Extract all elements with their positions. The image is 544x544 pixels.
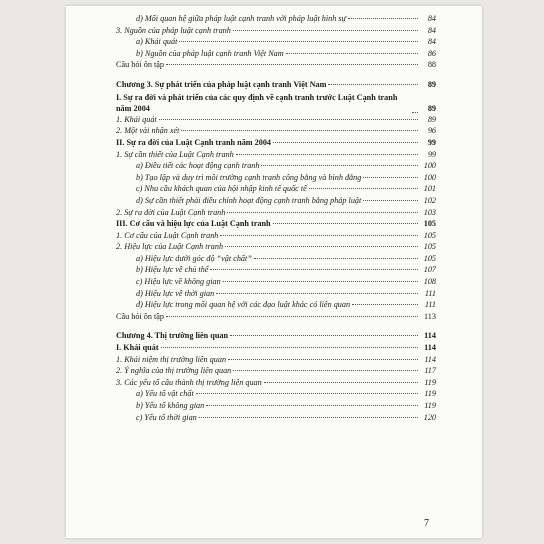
toc-entry-page: 88 <box>427 60 436 70</box>
toc-entry <box>116 80 436 92</box>
toc-entry-title: b) Nguồn của pháp luật cạnh tranh Việt Nam <box>136 48 284 58</box>
toc-entry-title: a) Yếu tố vật chất <box>136 389 194 399</box>
dot-leader <box>161 347 418 348</box>
dot-leader <box>206 405 418 406</box>
toc-entry-page: 84 <box>427 25 436 35</box>
toc-entry <box>116 331 436 343</box>
toc-entry <box>116 401 436 413</box>
dot-leader <box>363 200 418 201</box>
toc-entry <box>116 196 436 208</box>
toc-entry-title: 1. Khái quát <box>116 114 157 124</box>
toc-entry <box>116 14 436 26</box>
dot-leader <box>352 304 418 305</box>
toc-entry <box>116 26 436 38</box>
dot-leader <box>179 41 418 42</box>
toc-entry-title: c) Nhu cầu khách quan của hội nhập kinh tế quốc tế <box>136 184 307 194</box>
toc-entry-title: 2. Hiệu lực của Luật Cạnh tranh <box>116 242 224 252</box>
dot-leader <box>228 359 418 360</box>
dot-leader <box>348 18 418 19</box>
dot-leader <box>199 417 418 418</box>
toc-entry-title: 1. Sự cần thiết của Luật Cạnh tranh <box>116 149 234 159</box>
toc-entry-page: 119 <box>424 401 436 410</box>
toc-entry-title: b) Tạo lập và duy trì môi trường cạnh tranh công bằng và bình đẳng <box>136 172 362 182</box>
page-number: 7 <box>424 518 429 529</box>
toc-entry <box>116 312 436 324</box>
toc-entry-title: d) Mối quan hệ giữa pháp luật cạnh tranh với pháp luật hình sự <box>136 14 347 23</box>
dot-leader <box>286 53 418 54</box>
toc-entry-page: 84 <box>427 37 436 47</box>
toc-entry-title: 2. Sự ra đời của Luật Cạnh tranh <box>116 207 226 217</box>
dot-leader <box>210 269 418 270</box>
toc-entry-title: Chương 4. Thị trường liên quan <box>116 331 229 341</box>
toc-entry <box>116 289 436 301</box>
toc-entry-page: 99 <box>427 137 436 147</box>
toc-entry-title: 1. Cơ cấu của Luật Cạnh tranh <box>116 230 219 240</box>
dot-leader <box>166 64 418 65</box>
dot-leader <box>233 370 418 371</box>
toc-entry-page: 107 <box>423 265 436 275</box>
toc-entry-page: 101 <box>423 184 436 194</box>
toc-entry-title: Câu hỏi ôn tập <box>116 60 164 70</box>
dot-leader <box>216 293 418 294</box>
toc-entry-title: 3. Nguồn của pháp luật cạnh tranh <box>116 25 231 35</box>
toc-entry-title: c) Yếu tố thời gian <box>136 412 197 422</box>
dot-leader <box>412 112 418 113</box>
toc-entry-page: 105 <box>423 219 436 229</box>
toc-entry-page: 120 <box>423 412 436 422</box>
dot-leader <box>363 177 418 178</box>
dot-leader <box>196 393 418 394</box>
dot-leader <box>273 223 418 224</box>
toc-entry-page: 100 <box>423 161 436 171</box>
toc-entry-page: 105 <box>423 253 436 263</box>
toc-entry-title: 1. Khái niệm thị trường liên quan <box>116 354 227 364</box>
toc-entry-title: 2. Một vài nhận xét <box>116 126 180 136</box>
toc-entry <box>116 300 436 312</box>
toc-entry-title: c) Hiệu lực về không gian <box>136 277 221 287</box>
toc-entry-title: a) Hiệu lực dưới góc độ “vật chất” <box>136 253 252 263</box>
toc-entry-title: III. Cơ cấu và hiệu lực của Luật Cạnh tranh <box>116 219 271 229</box>
toc-entry <box>116 219 436 231</box>
toc-entry-page: 105 <box>423 242 436 252</box>
dot-leader <box>159 119 418 120</box>
toc-entry <box>116 184 436 196</box>
dot-leader <box>328 84 418 85</box>
toc-entry-page: 89 <box>427 114 436 124</box>
toc-entry-page: 84 <box>427 14 436 23</box>
toc-entry <box>116 277 436 289</box>
toc-entry-title: a) Điều tiết các hoạt động cạnh tranh <box>136 161 260 171</box>
dot-leader <box>309 188 418 189</box>
toc-entry-page: 114 <box>424 343 436 353</box>
toc-entry-page: 111 <box>424 288 436 298</box>
toc-entry <box>116 366 436 378</box>
dot-leader <box>233 30 418 31</box>
toc-entry <box>116 389 436 401</box>
toc-entry <box>116 231 436 243</box>
toc-entry <box>116 49 436 61</box>
toc-entry <box>116 265 436 277</box>
toc-entry-title: b) Yếu tố không gian <box>136 401 205 410</box>
toc-entry <box>116 126 436 138</box>
toc-entry-page: 108 <box>423 277 436 287</box>
dot-leader <box>273 142 418 143</box>
book-page <box>66 6 482 538</box>
toc-entry-page: 86 <box>427 48 436 58</box>
toc-entry-title: I. Sự ra đời và phát triển của các quy định về cạnh tranh trước Luật Cạnh tranh năm 2004 <box>116 92 398 114</box>
toc-entry <box>116 343 436 355</box>
toc-entry-page: 119 <box>424 377 436 387</box>
toc-entry-title: I. Khái quát <box>116 343 159 353</box>
toc-entry-page: 89 <box>427 104 436 114</box>
toc-entry <box>116 378 436 390</box>
toc-entry <box>116 208 436 220</box>
toc-entry-title: d) Hiệu lực về thời gian <box>136 288 215 298</box>
toc-entry-page: 114 <box>424 354 436 364</box>
dot-leader <box>254 258 418 259</box>
toc-entry-title: Chương 3. Sự phát triển của pháp luật cạnh tranh Việt Nam <box>116 79 327 89</box>
toc-entry-title: II. Sự ra đời của Luật Cạnh tranh năm 2004 <box>116 137 272 147</box>
toc-entry-page: 99 <box>427 149 436 159</box>
toc-entry <box>116 138 436 150</box>
toc-entry <box>116 161 436 173</box>
toc-entry-page: 89 <box>427 79 436 89</box>
toc-entry <box>116 413 436 425</box>
toc-entry-page: 119 <box>424 389 436 399</box>
dot-leader <box>181 130 418 131</box>
toc-entry <box>116 242 436 254</box>
toc-entry-page: 111 <box>424 300 436 310</box>
section-gap <box>116 323 436 331</box>
dot-leader <box>223 281 418 282</box>
toc-entry-title: b) Hiệu lực về chủ thể <box>136 265 209 275</box>
toc-entry-page: 96 <box>427 126 436 136</box>
toc-entry-title: đ) Hiệu lực trong mối quan hệ với các đạo luật khác có liên quan <box>136 300 351 310</box>
dot-leader <box>220 235 418 236</box>
toc-entry <box>116 60 436 72</box>
dot-leader <box>225 246 418 247</box>
toc-entry-page: 117 <box>424 366 436 376</box>
toc-entry-page: 102 <box>423 195 436 205</box>
dot-leader <box>261 165 418 166</box>
toc-entry-title: d) Sự cần thiết phải điều chỉnh hoạt động cạnh tranh bằng pháp luật <box>136 195 362 205</box>
toc-entry <box>116 254 436 266</box>
dot-leader <box>166 316 418 317</box>
dot-leader <box>227 212 418 213</box>
toc-entry-title: 2. Ý nghĩa của thị trường liên quan <box>116 366 232 376</box>
toc-entry <box>116 37 436 49</box>
section-gap <box>116 72 436 80</box>
toc-entry <box>116 173 436 185</box>
dot-leader <box>230 335 418 336</box>
dot-leader <box>264 382 418 383</box>
toc-entry-page: 103 <box>423 207 436 217</box>
toc-entry-title: a) Khái quát <box>136 37 178 47</box>
toc-entry <box>116 92 436 115</box>
toc-entry-page: 100 <box>423 172 436 182</box>
toc-entry-page: 113 <box>424 311 436 321</box>
toc-entry-page: 114 <box>424 331 436 341</box>
toc-entry-title: 3. Các yếu tố cấu thành thị trường liên quan <box>116 377 262 387</box>
dot-leader <box>236 154 418 155</box>
toc-entry-page: 105 <box>423 230 436 240</box>
toc-entry-title: Câu hỏi ôn tập <box>116 311 164 321</box>
toc-entry <box>116 150 436 162</box>
toc-entry <box>116 355 436 367</box>
toc-entry <box>116 115 436 127</box>
table-of-contents <box>116 14 436 424</box>
